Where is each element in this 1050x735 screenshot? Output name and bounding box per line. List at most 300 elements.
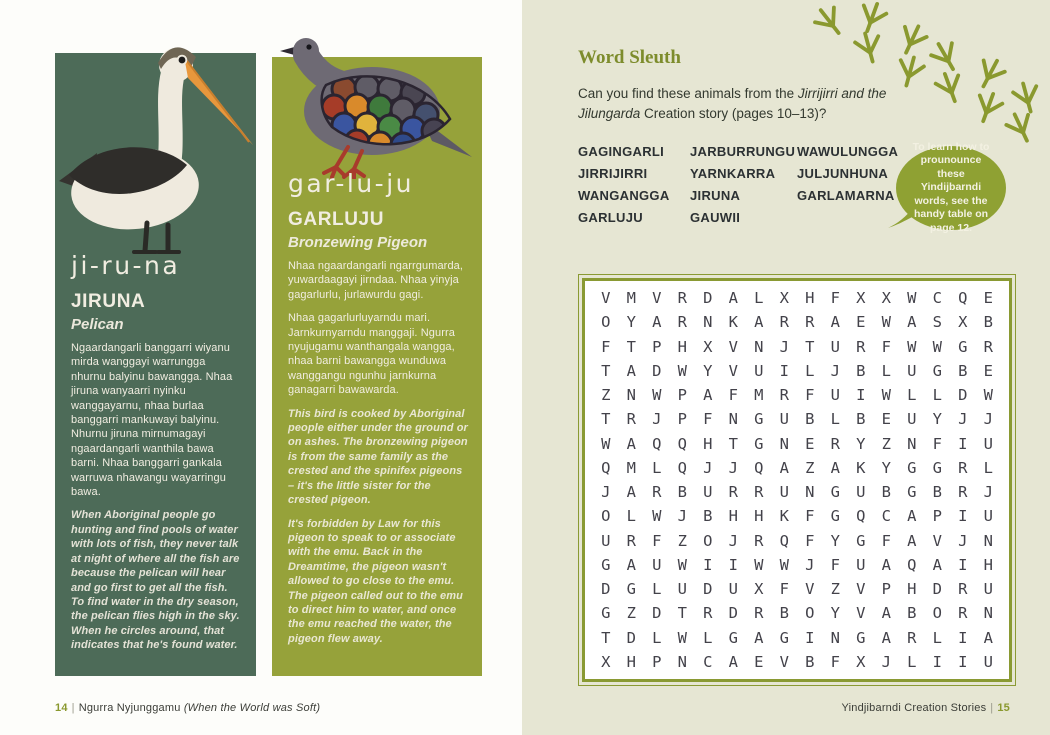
grid-cell: O <box>932 604 942 623</box>
grid-cell: I <box>958 507 968 526</box>
grid-cell: B <box>932 483 942 502</box>
story-title: Jirrijirri and the Jilungarda <box>578 86 887 121</box>
grid-cell: I <box>779 361 789 380</box>
grid-cell: W <box>881 313 891 332</box>
bird-track-icon <box>895 21 929 57</box>
word-list <box>578 141 898 229</box>
grid-cell: W <box>677 628 687 647</box>
grid-cell: A <box>932 555 942 574</box>
garluju-yindjibarndi-text: Nhaa ngaardangarli ngarrgumarda, yuwardaagayi jirndaa. Nhaa yinyja gagarlurlu, jurlawurdu gagi. <box>288 260 464 301</box>
grid-cell: F <box>805 386 815 405</box>
grid-cell: Q <box>601 458 611 477</box>
grid-cell: V <box>805 580 815 599</box>
grid-cell: G <box>932 458 942 477</box>
grid-cell: U <box>856 483 866 502</box>
grid-cell: C <box>932 289 942 308</box>
grid-cell: J <box>728 531 738 550</box>
grid-cell: B <box>983 313 993 332</box>
grid-cell: Z <box>626 604 636 623</box>
bird-track-icon <box>972 90 1004 125</box>
grid-cell: W <box>652 386 662 405</box>
grid-cell: F <box>830 555 840 574</box>
grid-cell: J <box>652 410 662 429</box>
grid-cell: A <box>728 289 738 308</box>
grid-cell: B <box>703 507 713 526</box>
grid-cell: Z <box>805 458 815 477</box>
grid-cell: D <box>703 580 713 599</box>
word-list-column <box>578 141 690 229</box>
grid-cell: R <box>677 289 687 308</box>
garluju-english-text: This bird is cooked by Aboriginal people either under the ground or on ashes. The bronzewing pigeon is from the same family as the crested and the spinifex pigeons – it's the little sister for the crested pigeon. <box>288 407 468 507</box>
grid-cell: O <box>601 507 611 526</box>
grid-cell: U <box>983 652 993 671</box>
grid-cell: Y <box>626 313 636 332</box>
grid-cell: D <box>958 386 968 405</box>
grid-cell: W <box>677 555 687 574</box>
grid-cell: W <box>983 386 993 405</box>
grid-cell: N <box>626 386 636 405</box>
grid-cell: R <box>779 386 789 405</box>
grid-cell: U <box>677 580 687 599</box>
grid-cell: R <box>754 604 764 623</box>
grid-cell: N <box>728 410 738 429</box>
grid-cell: F <box>830 652 840 671</box>
grid-cell: X <box>881 289 891 308</box>
grid-cell: H <box>703 434 713 453</box>
book-series-title: Yindjibarndi Creation Stories <box>841 702 987 714</box>
word-list-item: GAUWII <box>690 210 741 225</box>
grid-cell: R <box>626 531 636 550</box>
jiruna-english-text: When Aboriginal people go hunting and find pools of water with lots of fish, they never talk at night of where all the fish are because the pelican will hear and go first to get all the fish. To find water in the dry season, the pelican flies high in the sky. When he circles around, that indicates that he's found water. <box>71 509 240 652</box>
grid-cell: T <box>601 361 611 380</box>
grid-cell: V <box>856 580 866 599</box>
grid-cell: F <box>881 337 891 356</box>
word-list-item: JULJUNHUNA <box>797 166 889 181</box>
garluju-phonetic: gar-lu-ju <box>288 169 414 198</box>
grid-cell: R <box>958 458 968 477</box>
grid-cell: B <box>881 483 891 502</box>
grid-cell: G <box>907 483 917 502</box>
speech-bubble-text: To learn how to prounounce these Yindijbarndi words, see the handy table on page 12. <box>912 140 990 234</box>
jiruna-phonetic: ji-ru-na <box>71 251 181 280</box>
grid-cell: N <box>677 652 687 671</box>
grid-cell: N <box>983 531 993 550</box>
bird-track-icon <box>973 55 1008 92</box>
grid-cell: A <box>703 386 713 405</box>
grid-cell: T <box>805 337 815 356</box>
word-list-item: GARLAMARNA <box>797 188 895 203</box>
grid-cell: D <box>652 604 662 623</box>
word-search-grid <box>582 278 1012 682</box>
grid-cell: X <box>601 652 611 671</box>
grid-cell: N <box>754 337 764 356</box>
grid-cell: D <box>601 580 611 599</box>
grid-cell: E <box>754 652 764 671</box>
grid-cell: H <box>677 337 687 356</box>
grid-cell: H <box>728 507 738 526</box>
grid-cell: P <box>932 507 942 526</box>
grid-cell: P <box>881 580 891 599</box>
grid-cell: R <box>754 531 764 550</box>
grid-cell: I <box>958 652 968 671</box>
grid-cell: R <box>626 410 636 429</box>
grid-cell: F <box>881 531 891 550</box>
grid-cell: H <box>907 580 917 599</box>
grid-cell: G <box>728 628 738 647</box>
grid-cell: S <box>932 313 942 332</box>
grid-cell: U <box>728 580 738 599</box>
grid-cell: H <box>983 555 993 574</box>
grid-cell: P <box>652 652 662 671</box>
grid-cell: G <box>907 458 917 477</box>
grid-cell: Q <box>754 458 764 477</box>
jiruna-name: JIRUNA <box>71 291 146 312</box>
grid-cell: U <box>703 483 713 502</box>
grid-cell: W <box>881 386 891 405</box>
grid-cell: L <box>830 410 840 429</box>
grid-cell: K <box>856 458 866 477</box>
grid-cell: J <box>728 458 738 477</box>
grid-cell: F <box>932 434 942 453</box>
grid-cell: Q <box>652 434 662 453</box>
grid-cell: R <box>958 580 968 599</box>
grid-cell: A <box>652 313 662 332</box>
grid-cell: A <box>907 507 917 526</box>
bird-track-icon <box>1012 80 1043 114</box>
grid-cell: Y <box>830 531 840 550</box>
grid-cell: B <box>856 410 866 429</box>
grid-cell: G <box>779 628 789 647</box>
grid-cell: A <box>830 313 840 332</box>
grid-cell: L <box>983 458 993 477</box>
grid-cell: V <box>728 361 738 380</box>
grid-cell: R <box>830 434 840 453</box>
grid-cell: L <box>652 580 662 599</box>
grid-cell: F <box>703 410 713 429</box>
word-list-item: GAGINGARLI <box>578 144 665 159</box>
grid-cell: B <box>907 604 917 623</box>
grid-cell: G <box>754 410 764 429</box>
grid-cell: D <box>703 289 713 308</box>
grid-cell: J <box>983 410 993 429</box>
grid-cell: B <box>677 483 687 502</box>
grid-cell: N <box>907 434 917 453</box>
grid-cell: D <box>728 604 738 623</box>
grid-cell: F <box>601 337 611 356</box>
grid-cell: A <box>907 313 917 332</box>
grid-cell: I <box>703 555 713 574</box>
grid-cell: J <box>958 531 968 550</box>
grid-cell: D <box>652 361 662 380</box>
grid-cell: L <box>932 386 942 405</box>
grid-cell: Y <box>856 434 866 453</box>
grid-cell: F <box>805 507 815 526</box>
grid-cell: V <box>601 289 611 308</box>
grid-cell: Q <box>677 458 687 477</box>
grid-cell: P <box>677 410 687 429</box>
grid-cell: D <box>626 628 636 647</box>
grid-cell: O <box>805 604 815 623</box>
grid-cell: B <box>958 361 968 380</box>
grid-cell: E <box>983 361 993 380</box>
grid-cell: P <box>677 386 687 405</box>
grid-cell: W <box>907 289 917 308</box>
grid-cell: Z <box>830 580 840 599</box>
grid-cell: R <box>983 337 993 356</box>
grid-cell: L <box>907 386 917 405</box>
grid-cell: O <box>703 531 713 550</box>
grid-cell: R <box>728 483 738 502</box>
grid-cell: A <box>754 628 764 647</box>
grid-cell: A <box>881 604 891 623</box>
grid-cell: A <box>983 628 993 647</box>
bird-track-icon <box>811 3 848 41</box>
grid-cell: F <box>652 531 662 550</box>
grid-cell: I <box>932 652 942 671</box>
grid-cell: X <box>754 580 764 599</box>
grid-cell: R <box>958 483 968 502</box>
grid-cell: U <box>652 555 662 574</box>
grid-cell: T <box>601 628 611 647</box>
grid-cell: W <box>601 434 611 453</box>
grid-cell: J <box>830 361 840 380</box>
grid-cell: U <box>830 337 840 356</box>
grid-cell: W <box>754 555 764 574</box>
word-list-item: WAWULUNGGA <box>797 144 899 159</box>
grid-cell: C <box>703 652 713 671</box>
grid-cell: U <box>907 361 917 380</box>
grid-cell: F <box>779 580 789 599</box>
right-page <box>522 0 1050 735</box>
grid-cell: C <box>881 507 891 526</box>
grid-cell: I <box>856 386 866 405</box>
grid-cell: W <box>907 337 917 356</box>
grid-cell: U <box>830 386 840 405</box>
grid-cell: J <box>601 483 611 502</box>
jiruna-english-name: Pelican <box>71 316 124 333</box>
garluju-name: GARLUJU <box>288 209 385 230</box>
grid-cell: U <box>601 531 611 550</box>
grid-cell: A <box>881 555 891 574</box>
grid-cell: B <box>805 652 815 671</box>
grid-cell: F <box>728 386 738 405</box>
grid-cell: I <box>958 555 968 574</box>
bird-track-icon <box>928 38 963 75</box>
grid-cell: J <box>677 507 687 526</box>
grid-cell: I <box>728 555 738 574</box>
footer-separator: | <box>990 702 994 714</box>
word-list-item: GARLUJU <box>578 210 643 225</box>
grid-cell: G <box>830 483 840 502</box>
grid-cell: U <box>983 507 993 526</box>
jiruna-yindjibarndi-text: Ngaardangarli banggarri wiyanu mirda wanggayi warrungga nhurnu balyinu bawangga. Nhaa jiruna wanyaarri nyinku wanggayarnu, nhaa burlaa banggarri mankuwayi balyinu. Nhurnu jiruna mirnumagayi ngaardangarli wanthila bawa barni. Nhaa banggarri gankala warruwa nhawangu wayarringu bawa. <box>71 342 233 499</box>
grid-cell: Y <box>830 604 840 623</box>
grid-cell: E <box>805 434 815 453</box>
grid-cell: A <box>626 483 636 502</box>
grid-cell: G <box>601 555 611 574</box>
grid-cell: J <box>779 337 789 356</box>
grid-cell: A <box>728 652 738 671</box>
bird-track-icon <box>856 0 888 35</box>
grid-cell: Z <box>601 386 611 405</box>
grid-cell: G <box>856 531 866 550</box>
grid-cell: L <box>652 628 662 647</box>
grid-cell: U <box>907 410 917 429</box>
book-title: Ngurra Nyjunggamu <box>78 702 181 714</box>
word-list-item: WANGANGGA <box>578 188 670 203</box>
grid-cell: L <box>805 361 815 380</box>
grid-cell: T <box>626 337 636 356</box>
grid-cell: N <box>805 483 815 502</box>
grid-cell: R <box>652 483 662 502</box>
right-page-number: 15 <box>997 702 1010 714</box>
grid-cell: A <box>779 458 789 477</box>
left-page <box>0 0 522 735</box>
grid-cell: L <box>907 652 917 671</box>
grid-cell: D <box>932 580 942 599</box>
grid-cell: L <box>932 628 942 647</box>
speech-bubble-tail <box>888 204 914 228</box>
grid-cell: G <box>626 580 636 599</box>
grid-cell: V <box>728 337 738 356</box>
bird-track-icon <box>854 30 885 64</box>
grid-cell: I <box>805 628 815 647</box>
grid-cell: A <box>754 313 764 332</box>
grid-cell: R <box>805 313 815 332</box>
grid-cell: L <box>652 458 662 477</box>
grid-cell: J <box>958 410 968 429</box>
grid-cell: G <box>830 507 840 526</box>
grid-cell: T <box>677 604 687 623</box>
grid-cell: B <box>805 410 815 429</box>
grid-cell: R <box>703 604 713 623</box>
book-subtitle: (When the World was Soft) <box>183 702 321 714</box>
word-list-item: JARBURRUNGU <box>690 144 796 159</box>
word-list-column <box>797 141 898 229</box>
grid-cell: R <box>677 313 687 332</box>
grid-cell: N <box>983 604 993 623</box>
grid-cell: Q <box>677 434 687 453</box>
grid-cell: F <box>805 531 815 550</box>
grid-cell: K <box>728 313 738 332</box>
grid-cell: L <box>626 507 636 526</box>
grid-cell: A <box>626 434 636 453</box>
grid-cell: O <box>601 313 611 332</box>
jiruna-card <box>55 53 256 676</box>
grid-cell: V <box>652 289 662 308</box>
garluju-english-text: It's forbidden by Law for this pigeon to speak to or associate with the emu. Back in the Dreamtime, the pigeon wasn't allowed to go close to the emu. The pigeon called out to the emu to direct him to water, and once the emu reached the water, the pigeon flew away. <box>288 517 463 645</box>
grid-cell: Y <box>932 410 942 429</box>
grid-cell: X <box>856 652 866 671</box>
grid-cell: R <box>958 604 968 623</box>
grid-cell: Z <box>677 531 687 550</box>
right-page-footer <box>841 702 1010 714</box>
grid-cell: P <box>652 337 662 356</box>
grid-cell: J <box>703 458 713 477</box>
grid-cell: X <box>958 313 968 332</box>
grid-cell: M <box>626 289 636 308</box>
grid-cell: I <box>958 434 968 453</box>
grid-cell: U <box>856 555 866 574</box>
grid-cell: Z <box>881 434 891 453</box>
grid-cell: A <box>881 628 891 647</box>
grid-cell: K <box>779 507 789 526</box>
grid-cell: W <box>779 555 789 574</box>
grid-cell: W <box>677 361 687 380</box>
grid-cell: N <box>703 313 713 332</box>
grid-cell: Y <box>703 361 713 380</box>
grid-cell: E <box>881 410 891 429</box>
grid-cell: T <box>728 434 738 453</box>
grid-cell: J <box>881 652 891 671</box>
grid-cell: E <box>856 313 866 332</box>
grid-cell: R <box>754 483 764 502</box>
grid-cell: H <box>626 652 636 671</box>
word-list-item: JIRRIJIRRI <box>578 166 648 181</box>
grid-cell: I <box>958 628 968 647</box>
garluju-yindjibarndi-text: Nhaa gagarlurluyarndu mari. Jarnkurnyarndu manggaji. Ngurra nyujugamu wanthangala wangga, nhaa barni bawangga wunduwa wanggangu ngunhu jarnkurna ganagarri bawawarda. <box>288 312 455 397</box>
grid-cell: Q <box>907 555 917 574</box>
word-list-item: YARNKARRA <box>690 166 776 181</box>
grid-cell: W <box>652 507 662 526</box>
grid-cell: G <box>958 337 968 356</box>
grid-cell: X <box>856 289 866 308</box>
grid-cell: Q <box>779 531 789 550</box>
grid-cell: N <box>779 434 789 453</box>
grid-cell: R <box>907 628 917 647</box>
footer-separator: | <box>71 702 75 714</box>
grid-cell: G <box>856 628 866 647</box>
grid-cell: B <box>779 604 789 623</box>
grid-cell: L <box>754 289 764 308</box>
left-page-footer <box>55 702 320 714</box>
grid-cell: B <box>856 361 866 380</box>
grid-cell: U <box>983 580 993 599</box>
grid-cell: A <box>626 555 636 574</box>
grid-cell: M <box>754 386 764 405</box>
grid-cell: M <box>626 458 636 477</box>
grid-cell: W <box>932 337 942 356</box>
grid-cell: U <box>779 483 789 502</box>
grid-cell: R <box>856 337 866 356</box>
word-list-column <box>690 141 797 229</box>
grid-cell: V <box>932 531 942 550</box>
garluju-english-name: Bronzewing Pigeon <box>288 234 428 251</box>
bird-track-icon <box>1004 109 1038 145</box>
grid-cell: V <box>779 652 789 671</box>
word-list-item: JIRUNA <box>690 188 741 203</box>
grid-cell: E <box>983 289 993 308</box>
grid-cell: A <box>626 361 636 380</box>
word-search-grid-letters <box>585 281 1009 679</box>
grid-cell: U <box>779 410 789 429</box>
speech-bubble <box>896 140 1006 234</box>
grid-cell: F <box>830 289 840 308</box>
grid-cell: Q <box>958 289 968 308</box>
intro-text: Can you find these animals from the Jirrijirri and the Jilungarda Creation story (pages 10–13)? <box>578 86 887 121</box>
grid-cell: N <box>830 628 840 647</box>
grid-cell: L <box>881 361 891 380</box>
grid-cell: U <box>983 434 993 453</box>
grid-cell: H <box>805 289 815 308</box>
grid-cell: V <box>856 604 866 623</box>
grid-cell: X <box>703 337 713 356</box>
grid-cell: Y <box>881 458 891 477</box>
garluju-card <box>272 57 482 676</box>
left-page-number: 14 <box>55 702 68 714</box>
grid-cell: J <box>983 483 993 502</box>
grid-cell: H <box>754 507 764 526</box>
